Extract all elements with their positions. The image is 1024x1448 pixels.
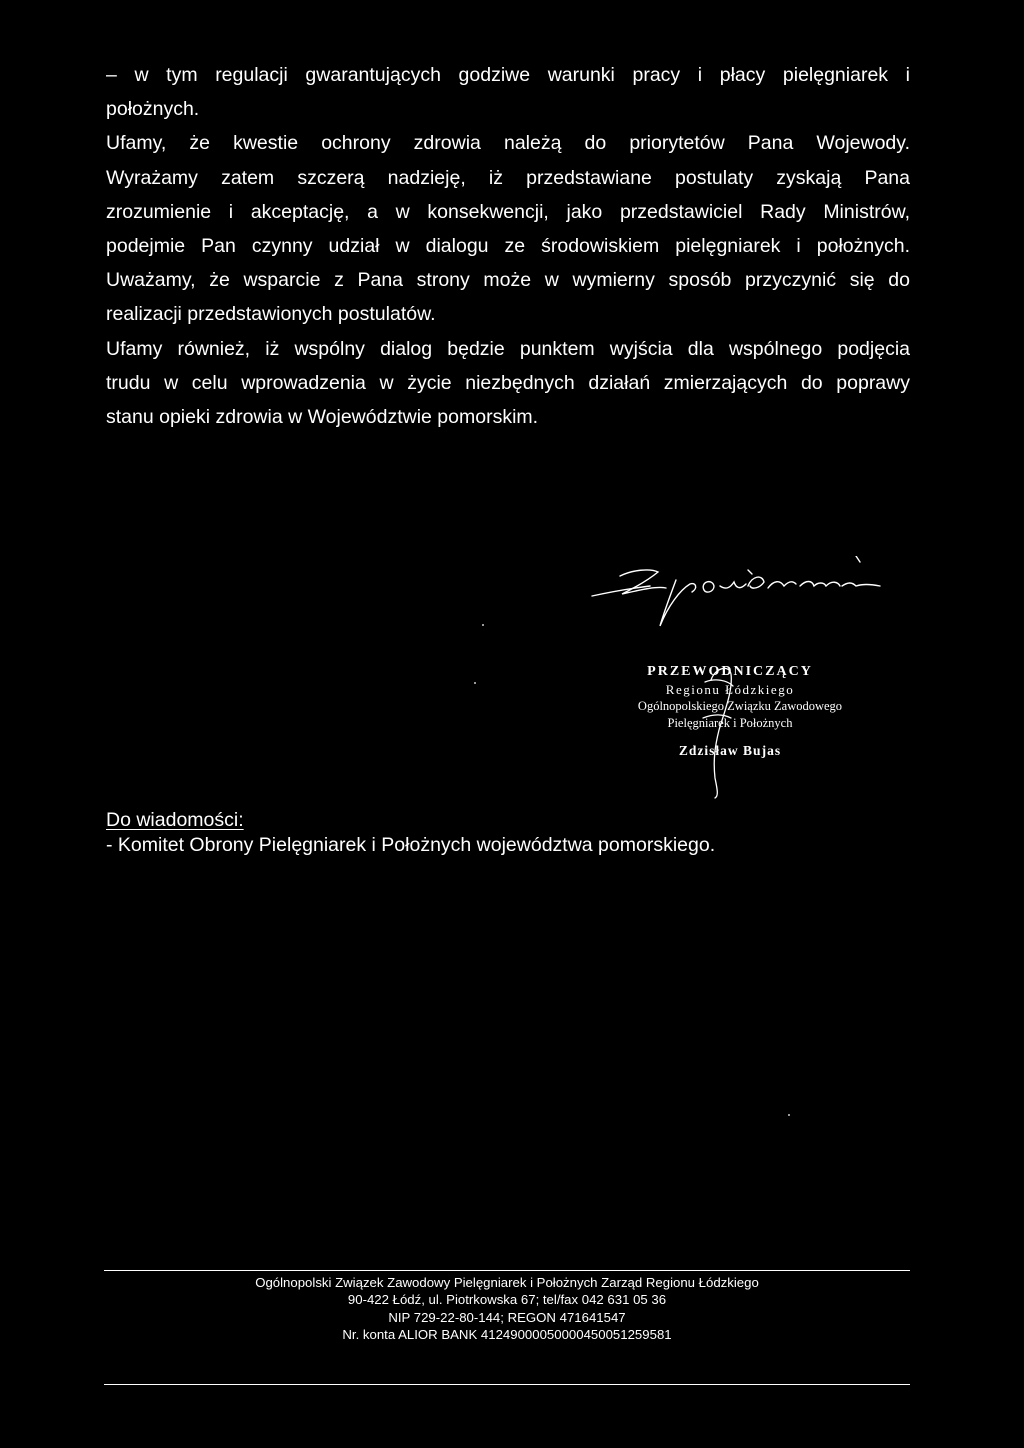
speck [788,1114,790,1116]
cc-notice [106,808,715,858]
footer-address [104,1274,910,1343]
speck [482,624,484,626]
letter-line: zrozumienie i akceptację, a w konsekwencji, jako przedstawiciel Rady Ministrów, [106,200,910,223]
footer-bank-account: Nr. konta ALIOR BANK 41249000050000450051259581 [342,1326,672,1342]
letter-line: Wyrażamy zatem szczerą nadzieję, iż przedstawiane postulaty zyskają Pana [106,166,910,189]
letter-line: podejmie Pan czynny udział w dialogu ze środowiskiem pielęgniarek i położnych. [106,235,910,258]
footer-address-line: 90-422 Łódź, ul. Piotrkowska 67; tel/fax 042 631 05 36 [347,1292,667,1308]
letter-body [106,58,910,434]
stamp-signature [675,660,755,800]
letter-line: trudu w celu wprowadzenia w życie niezbędnych działań zmierzających do poprawy [106,371,910,394]
footer-tax-ids: NIP 729-22-80-144; REGON 471641547 [388,1309,626,1325]
letter-line: realizacji przedstawionych postulatów. [106,303,436,326]
speck [474,682,476,684]
footer-top-rule [104,1270,910,1271]
official-stamp [580,664,910,804]
handwritten-signature [580,556,940,636]
stamp-region: Regionu Łódzkiego [665,682,795,697]
footer-org-name: Ogólnopolski Związek Zawodowy Pielęgniarek i Położnych Zarząd Regionu Łódzkiego [255,1275,759,1290]
notice-heading: Do wiadomości: [106,809,244,831]
stamp-title: PRZEWODNICZĄCY [647,664,813,679]
letter-line: Ufamy, że kwestie ochrony zdrowia należą do priorytetów Pana Wojewody. [106,132,910,155]
notice-item: - Komitet Obrony Pielęgniarek i Położnych województwa pomorskiego. [106,834,716,856]
stamp-union: Ogólnopolskiego Związku Zawodowego [637,699,843,713]
letter-line: Ufamy również, iż wspólny dialog będzie punktem wyjścia dla wspólnego podjęcia [106,337,910,360]
letter-line: położnych. [106,98,200,121]
letter-line: – w tym regulacji gwarantujących godziwe warunki pracy i płacy pielęgniarek i [106,64,910,86]
letter-line: stanu opieki zdrowia w Województwie pomorskim. [106,406,539,429]
letter-line: Uważamy, że wsparcie z Pana strony może w wymierny sposób przyczynić się do [106,269,910,292]
stamp-name: Zdzisław Bujas [678,743,782,758]
footer-bottom-rule [104,1384,910,1385]
stamp-profession: Pielęgniarek i Położnych [667,716,793,730]
